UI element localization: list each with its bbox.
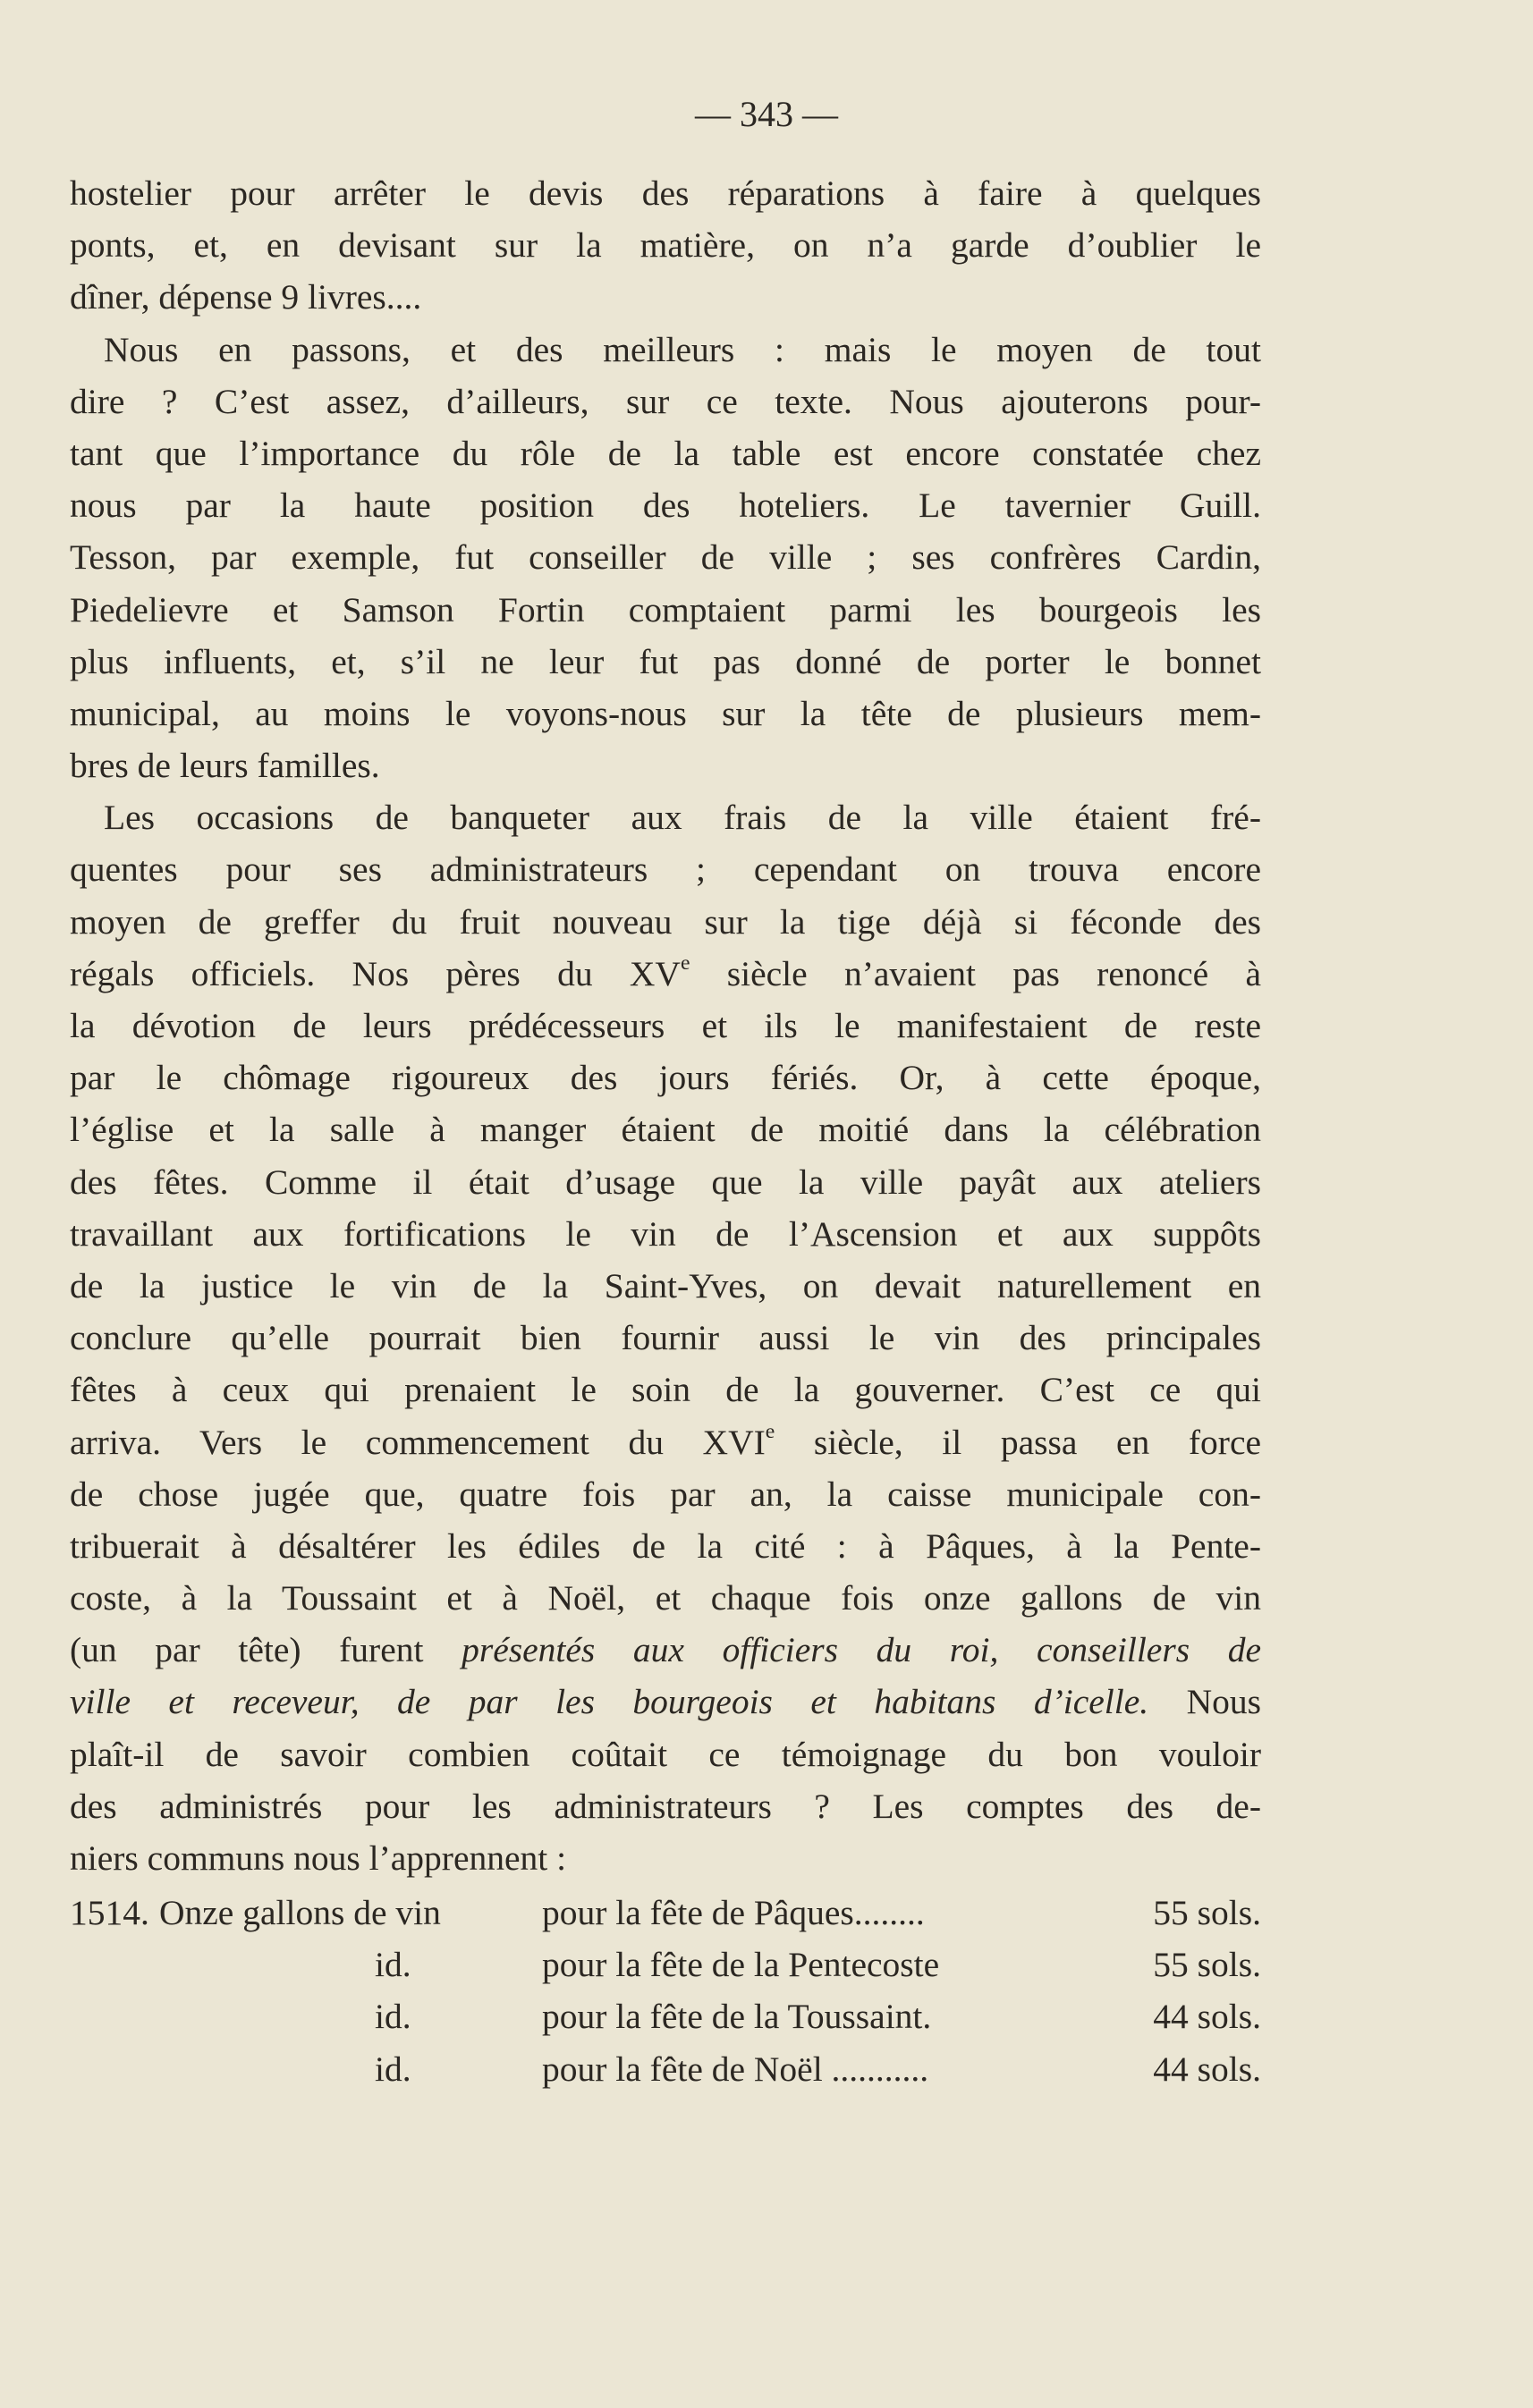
text-fragment: siècle n’avaient pas renoncé à <box>690 953 1261 993</box>
text-line: tant que l’importance du rôle de la table est encore constatée chez <box>70 433 1261 473</box>
table-row <box>70 1887 1261 1939</box>
amount-cell: 44 sols. <box>1153 2049 1261 2089</box>
expense-table <box>70 1887 1261 2095</box>
amount-cell: 55 sols. <box>1153 1945 1261 1985</box>
text-line: ponts, et, en devisant sur la matière, on n’a garde d’oublier le <box>70 225 1261 266</box>
id-cell: id. <box>375 2049 411 2089</box>
text-line: par le chômage rigoureux des jours fériés. Or, à cette époque, <box>70 1058 1261 1098</box>
text-fragment: Nous <box>1148 1682 1262 1722</box>
superscript: e <box>680 951 690 976</box>
text-line <box>70 1624 1261 1676</box>
text-line: bres de leurs familles. <box>70 746 380 786</box>
text-line <box>70 1416 1261 1468</box>
fete-cell: pour la fête de Noël ........... <box>542 2049 929 2089</box>
text-fragment: arriva. Vers le commencement du XVI <box>70 1422 766 1462</box>
text-line: municipal, au moins le voyons-nous sur la tête de plusieurs mem- <box>70 693 1261 733</box>
text-line: de la justice le vin de la Saint-Yves, on devait naturellement en <box>70 1265 1261 1305</box>
text-line: plaît-il de savoir combien coûtait ce témoignage du bon vouloir <box>70 1734 1261 1774</box>
item-cell: Onze gallons de vin <box>159 1893 441 1932</box>
body-text <box>70 167 1261 1884</box>
text-line: nous par la haute position des hoteliers. Le tavernier Guill. <box>70 486 1261 526</box>
text-line: conclure qu’elle pourrait bien fournir aussi le vin des principales <box>70 1318 1261 1358</box>
page-number: — 343 — <box>695 94 838 134</box>
text-line: de chose jugée que, quatre fois par an, la caisse municipale con- <box>70 1474 1261 1514</box>
fete-cell: pour la fête de Pâques........ <box>542 1893 925 1932</box>
text-line: tribuerait à désaltérer les édiles de la cité : à Pâques, à la Pente- <box>70 1525 1261 1566</box>
amount-cell: 55 sols. <box>1153 1893 1261 1932</box>
text-line: hostelier pour arrêter le devis des réparations à faire à quelques <box>70 173 1261 213</box>
superscript: e <box>765 1419 775 1443</box>
text-fragment: (un par tête) furent <box>70 1630 462 1670</box>
text-line: Les occasions de banqueter aux frais de la ville étaient fré- <box>104 798 1261 838</box>
text-line: la dévotion de leurs prédécesseurs et ils le manifestaient de reste <box>70 1006 1261 1045</box>
table-row <box>70 2043 1261 2095</box>
table-row <box>70 1939 1261 1990</box>
id-cell: id. <box>375 1997 411 2037</box>
text-line: coste, à la Toussaint et à Noël, et chaque fois onze gallons de vin <box>70 1578 1261 1618</box>
text-line: l’église et la salle à manger étaient de moitié dans la célébration <box>70 1110 1261 1150</box>
text-line: des administrés pour les administrateurs ? Les comptes des de- <box>70 1786 1261 1826</box>
text-line: des fêtes. Comme il était d’usage que la ville payât aux ateliers <box>70 1162 1261 1202</box>
text-line: moyen de greffer du fruit nouveau sur la tige déjà si féconde des <box>70 901 1261 942</box>
text-line: travaillant aux fortifications le vin de l’Ascension et aux suppôts <box>70 1213 1261 1254</box>
italic-quote: présentés aux officiers du roi, conseillers de <box>462 1630 1261 1670</box>
fete-cell: pour la fête de la Toussaint. <box>542 1997 932 2037</box>
italic-quote: ville et receveur, de par les bourgeois et habitans d’icelle. <box>70 1682 1149 1722</box>
text-line: dîner, dépense 9 livres.... <box>70 277 422 317</box>
text-line <box>70 948 1261 1000</box>
fete-cell: pour la fête de la Pentecoste <box>542 1945 940 1985</box>
text-line: plus influents, et, s’il ne leur fut pas donné de porter le bonnet <box>70 641 1261 681</box>
text-fragment: régals officiels. Nos pères du XV <box>70 953 681 993</box>
text-line: Nous en passons, et des meilleurs : mais le moyen de tout <box>104 329 1261 369</box>
year-cell: 1514. <box>70 1893 149 1932</box>
amount-cell: 44 sols. <box>1153 1997 1261 2037</box>
text-line: quentes pour ses administrateurs ; cependant on trouva encore <box>70 849 1261 890</box>
text-line: Tesson, par exemple, fut conseiller de ville ; ses confrères Cardin, <box>70 537 1261 578</box>
id-cell: id. <box>375 1945 411 1985</box>
text-fragment: siècle, il passa en force <box>775 1422 1262 1462</box>
text-line: Piedelievre et Samson Fortin comptaient parmi les bourgeois les <box>70 589 1261 629</box>
table-row <box>70 1990 1261 2042</box>
text-line <box>70 1676 1261 1728</box>
text-line: niers communs nous l’apprennent : <box>70 1838 567 1878</box>
text-line: dire ? C’est assez, d’ailleurs, sur ce texte. Nous ajouterons pour- <box>70 381 1261 421</box>
text-line: fêtes à ceux qui prenaient le soin de la gouverner. C’est ce qui <box>70 1370 1261 1410</box>
